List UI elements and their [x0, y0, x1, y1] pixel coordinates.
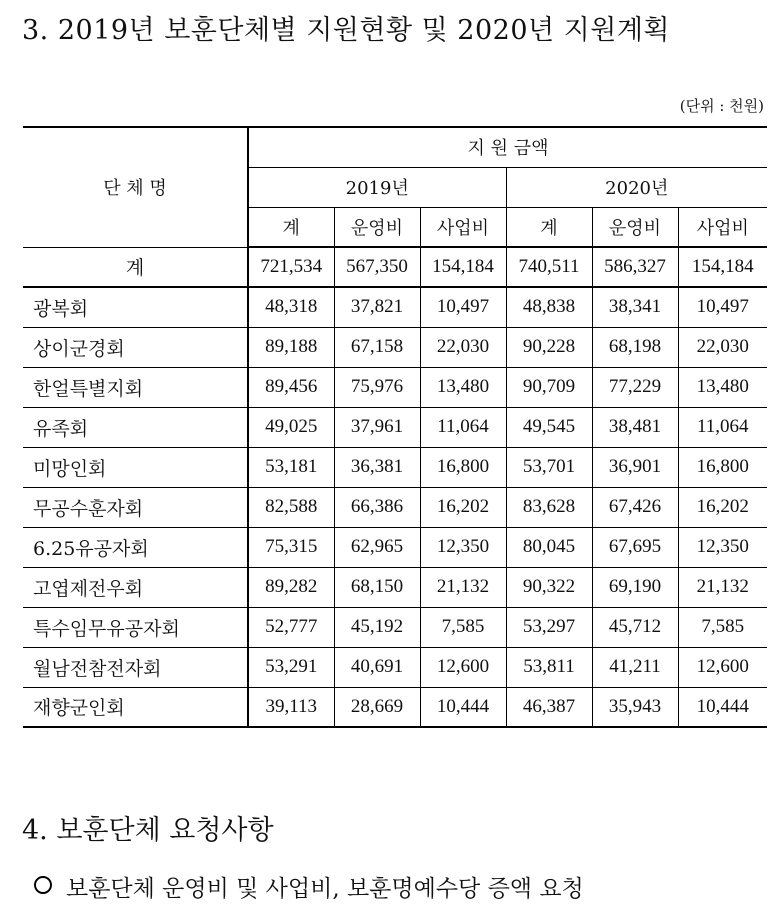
sub-header-operating-2020: 운영비: [592, 207, 678, 247]
amount-cell: 69,190: [592, 567, 678, 607]
amount-cell: 22,030: [420, 327, 506, 367]
amount-cell: 11,064: [678, 407, 767, 447]
amount-cell: 12,350: [678, 527, 767, 567]
amount-cell: 62,965: [334, 527, 420, 567]
amount-cell: 53,811: [506, 647, 592, 687]
amount-cell: 77,229: [592, 367, 678, 407]
amount-cell: 49,545: [506, 407, 592, 447]
sub-header-total-2020: 계: [506, 207, 592, 247]
table-row: [23, 527, 767, 567]
amount-cell: 89,188: [248, 327, 334, 367]
organization-name: 한얼특별지회: [23, 367, 248, 407]
amount-cell: 22,030: [678, 327, 767, 367]
organization-name: 6.25유공자회: [23, 527, 248, 567]
amount-cell: 16,800: [420, 447, 506, 487]
amount-cell: 66,386: [334, 487, 420, 527]
amount-cell: 16,202: [420, 487, 506, 527]
organization-name: 상이군경회: [23, 327, 248, 367]
amount-cell: 39,113: [248, 687, 334, 727]
total-label: 계: [23, 247, 248, 287]
total-cell: 586,327: [592, 247, 678, 287]
amount-cell: 82,588: [248, 487, 334, 527]
amount-cell: 41,211: [592, 647, 678, 687]
table-row: [23, 487, 767, 527]
amount-header: 지 원 금액: [248, 127, 767, 167]
amount-cell: 48,318: [248, 287, 334, 327]
total-row: [23, 247, 767, 287]
amount-cell: 40,691: [334, 647, 420, 687]
amount-cell: 52,777: [248, 607, 334, 647]
amount-cell: 38,481: [592, 407, 678, 447]
amount-cell: 53,297: [506, 607, 592, 647]
total-cell: 721,534: [248, 247, 334, 287]
sub-header-project-2019: 사업비: [420, 207, 506, 247]
organization-name: 유족회: [23, 407, 248, 447]
amount-cell: 37,961: [334, 407, 420, 447]
amount-cell: 21,132: [678, 567, 767, 607]
amount-cell: 67,426: [592, 487, 678, 527]
amount-cell: 67,158: [334, 327, 420, 367]
table-row: [23, 407, 767, 447]
amount-cell: 10,497: [678, 287, 767, 327]
amount-cell: 83,628: [506, 487, 592, 527]
table-row: [23, 607, 767, 647]
organization-name: 무공수훈자회: [23, 487, 248, 527]
circle-bullet-icon: [34, 876, 52, 894]
amount-cell: 7,585: [420, 607, 506, 647]
unit-note: (단위 : 천원): [679, 97, 764, 115]
amount-cell: 12,350: [420, 527, 506, 567]
organization-name: 고엽제전우회: [23, 567, 248, 607]
amount-cell: 38,341: [592, 287, 678, 327]
amount-cell: 68,150: [334, 567, 420, 607]
amount-cell: 89,282: [248, 567, 334, 607]
amount-cell: 89,456: [248, 367, 334, 407]
total-cell: 154,184: [678, 247, 767, 287]
amount-cell: 28,669: [334, 687, 420, 727]
table-row: [23, 647, 767, 687]
year-2019-header: 2019년: [248, 167, 506, 207]
amount-cell: 67,695: [592, 527, 678, 567]
organization-name: 특수임무유공자회: [23, 607, 248, 647]
amount-cell: 37,821: [334, 287, 420, 327]
amount-cell: 13,480: [420, 367, 506, 407]
amount-cell: 48,838: [506, 287, 592, 327]
amount-cell: 53,291: [248, 647, 334, 687]
amount-cell: 13,480: [678, 367, 767, 407]
amount-cell: 80,045: [506, 527, 592, 567]
amount-cell: 53,181: [248, 447, 334, 487]
amount-cell: 75,976: [334, 367, 420, 407]
amount-cell: 12,600: [678, 647, 767, 687]
request-bullet: [34, 870, 584, 903]
amount-cell: 12,600: [420, 647, 506, 687]
sub-header-project-2020: 사업비: [678, 207, 767, 247]
organization-name: 광복회: [23, 287, 248, 327]
amount-cell: 21,132: [420, 567, 506, 607]
amount-cell: 36,901: [592, 447, 678, 487]
amount-cell: 75,315: [248, 527, 334, 567]
amount-cell: 45,712: [592, 607, 678, 647]
amount-cell: 90,228: [506, 327, 592, 367]
table-row: [23, 687, 767, 727]
organization-name: 재향군인회: [23, 687, 248, 727]
total-cell: 740,511: [506, 247, 592, 287]
amount-cell: 7,585: [678, 607, 767, 647]
table-row: [23, 367, 767, 407]
table-row: [23, 447, 767, 487]
name-header: 단 체 명: [23, 127, 248, 247]
table-row: [23, 567, 767, 607]
amount-cell: 11,064: [420, 407, 506, 447]
sub-header-operating-2019: 운영비: [334, 207, 420, 247]
amount-cell: 36,381: [334, 447, 420, 487]
organization-name: 미망인회: [23, 447, 248, 487]
amount-cell: 45,192: [334, 607, 420, 647]
sub-header-total-2019: 계: [248, 207, 334, 247]
amount-cell: 46,387: [506, 687, 592, 727]
amount-cell: 49,025: [248, 407, 334, 447]
year-2020-header: 2020년: [506, 167, 767, 207]
support-table: [23, 126, 767, 728]
amount-cell: 16,202: [678, 487, 767, 527]
amount-cell: 10,497: [420, 287, 506, 327]
organization-name: 월남전참전자회: [23, 647, 248, 687]
amount-cell: 10,444: [420, 687, 506, 727]
amount-cell: 90,709: [506, 367, 592, 407]
amount-cell: 68,198: [592, 327, 678, 367]
section-3-title: 3. 2019년 보훈단체별 지원현황 및 2020년 지원계획: [22, 15, 670, 46]
amount-cell: 35,943: [592, 687, 678, 727]
amount-cell: 90,322: [506, 567, 592, 607]
total-cell: 567,350: [334, 247, 420, 287]
amount-cell: 16,800: [678, 447, 767, 487]
amount-cell: 53,701: [506, 447, 592, 487]
request-text: 보훈단체 운영비 및 사업비, 보훈명예수당 증액 요청: [66, 876, 584, 902]
amount-cell: 10,444: [678, 687, 767, 727]
table-row: [23, 327, 767, 367]
section-4-title: 4. 보훈단체 요청사항: [22, 815, 274, 846]
table-row: [23, 287, 767, 327]
total-cell: 154,184: [420, 247, 506, 287]
